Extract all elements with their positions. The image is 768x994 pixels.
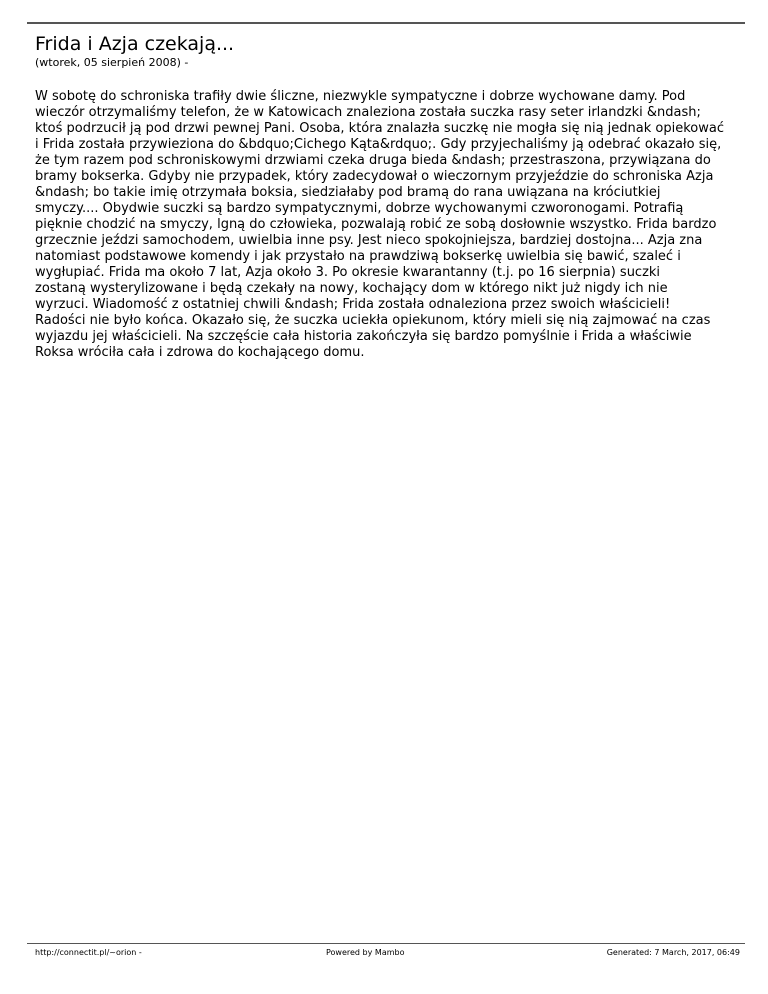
footer-divider: [27, 943, 745, 944]
footer-url: http://connectit.pl/~orion -: [35, 948, 142, 957]
header-divider: [27, 22, 745, 24]
article-date: (wtorek, 05 sierpień 2008) -: [35, 56, 189, 69]
footer-powered-by: Powered by Mambo: [326, 948, 405, 957]
article-title: Frida i Azja czekają...: [35, 33, 235, 55]
footer-generated: Generated: 7 March, 2017, 06:49: [606, 948, 740, 957]
article-body: W sobotę do schroniska trafiły dwie śliczne, niezwykle sympatyczne i dobrze wychowane damy. Pod wieczór otrzymaliśmy telefon, że w Katowicach znaleziona została suczka rasy seter irlandzki &ndash; ktoś podrzucił ją pod drzwi pewnej Pani. Osoba, która znalazła suczkę nie mogła się nią jednak opiekować i Frida została przywieziona do &bdquo;Cichego Kąta&rdquo;. Gdy przyjechaliśmy ją odebrać okazało się, że tym razem pod schroniskowymi drzwiami czeka druga bieda &ndash; przestraszona, przywiązana do bramy bokserka. Gdyby nie przypadek, który zadecydował o wieczornym przyjeździe do schroniska Azja &ndash; bo takie imię otrzymała boksia, siedziałaby pod bramą do rana uwiązana na króciutkiej smyczy.... Obydwie suczki są bardzo sympatycznymi, dobrze wychowanymi czworonogami. Potrafią pięknie chodzić na smyczy, lgną do człowieka, pozwalają robić ze sobą dosłownie wszystko. Frida bardzo grzecznie jeździ samochodem, uwielbia inne psy. Jest nieco spokojniejsza, bardziej dostojna... Azja zna natomiast podstawowe komendy i jak przystało na prawdziwą bokserkę uwielbia się bawić, szaleć i wygłupiać. Frida ma około 7 lat, Azja około 3. Po okresie kwarantanny (t.j. po 16 sierpnia) suczki zostaną wysterylizowane i będą czekały na nowy, kochający dom w którego nikt już nigdy ich nie wyrzuci. Wiadomość z ostatniej chwili &ndash; Frida została odnaleziona przez swoich właścicieli! Radości nie było końca. Okazało się, że suczka uciekła opiekunom, który mieli się nią zajmować na czas wyjazdu jej właścicieli. Na szczęście cała historia zakończyła się bardzo pomyślnie i Frida a właściwie Roksa wróciła cała i zdrowa do kochającego domu.: [35, 89, 724, 360]
